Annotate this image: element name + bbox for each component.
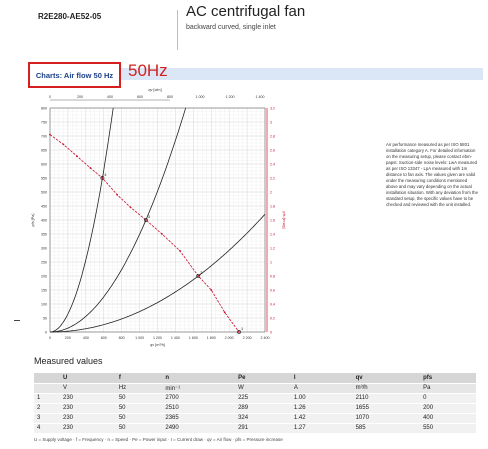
fan-curve-point [197,275,199,277]
y-tick-label: 650 [41,148,47,153]
y-tick-label: 550 [41,176,47,181]
table-cell: 2510 [162,403,235,413]
margin-mark [14,320,20,321]
measured-values-table [34,373,476,434]
table-header-cell: pfs [420,373,476,383]
table-header-cell: U [60,373,116,383]
y-right-tick-label: 0.6 [270,288,275,293]
table-cell: 289 [235,403,291,413]
y-tick-label: 400 [41,218,47,223]
y-right-axis-title: pfs [in wg] [282,211,286,229]
table-cell: 1.26 [291,403,353,413]
y-tick-label: 700 [41,134,47,139]
fan-curve-point [89,167,91,169]
table-cell: 400 [420,413,476,423]
table-header-cell: I [291,373,353,383]
table-cell: 1655 [353,403,421,413]
operating-point-label: 3 [147,215,150,219]
x-tick-label: 2 200 [242,336,252,340]
y-tick-label: 150 [41,288,47,293]
operating-point-label: 4 [104,173,107,177]
table-cell: 550 [420,423,476,433]
table-cell: 1070 [353,413,421,423]
y-right-tick-label: 0 [270,330,272,335]
x-tick-label: 2 400 [260,336,270,340]
x-tick-label: 0 [49,336,51,340]
chart-curves [49,108,265,334]
table-cell: 2365 [162,413,235,423]
system-curve-3 [50,214,265,332]
x-tick-label: 400 [82,336,89,340]
x-tick-label: 200 [64,336,71,340]
y-right-tick-label: 3 [270,120,272,125]
x-tick-label: 2 000 [224,336,234,340]
y-right-tick-label: 1 [270,260,272,265]
operating-point-2 [197,274,200,277]
table-cell: 50 [116,423,163,433]
operating-point-1 [237,330,240,333]
x-tick-label: 1 600 [188,336,198,340]
x-tick-label: 1 200 [153,336,162,340]
table-cell: 1.42 [291,413,353,423]
table-cell: 3 [34,413,60,423]
chart-section-tag[interactable] [28,62,121,88]
x-top-tick-label: 1 200 [225,95,235,99]
fan-curve-point [210,289,212,291]
y-tick-label: 500 [41,190,47,195]
table-cell: 1 [34,393,60,403]
table-row [34,423,476,433]
chart-grid [50,108,265,332]
table-cell: 200 [420,403,476,413]
table-cell: 1.00 [291,393,353,403]
chart-axes [50,100,267,332]
x-tick-label: 600 [100,336,107,340]
table-cell: 1.27 [291,423,353,433]
y-tick-label: 450 [41,204,47,209]
y-tick-label: 100 [41,302,47,307]
table-unit-cell [34,383,60,393]
x-top-tick-label: 800 [167,95,173,99]
page-subtitle: backward curved, single inlet [186,24,276,31]
y-right-tick-label: 2.4 [270,162,275,167]
frequency-annotation: 50Hz [128,61,168,80]
fan-curve-point [49,134,51,136]
x-top-tick-label: 200 [77,95,83,99]
operating-point-3 [144,218,147,221]
x-tick-label: 800 [118,336,125,340]
operating-point-label: 1 [241,327,244,331]
table-cell: 0 [420,393,476,403]
fan-curve-point [179,250,181,252]
y-tick-label: 750 [41,120,47,125]
table-unit-cell: min⁻¹ [162,383,235,393]
table-unit-cell: Hz [116,383,163,393]
chart-labels [31,88,286,347]
page-title: AC centrifugal fan [186,3,306,20]
fan-curve-point [102,177,104,179]
x-top-tick-label: 1 000 [195,95,205,99]
y-tick-label: 600 [41,162,47,167]
header-right-panel [186,3,305,31]
model-number: R2E280-AE52-05 [38,12,102,21]
fan-curve-point [63,144,65,146]
table-unit-cell: W [235,383,291,393]
table-unit-row [34,383,476,393]
y-tick-label: 300 [41,246,47,251]
chart-section-label: Charts: Air flow 50 Hz [35,70,114,80]
plot-frame [50,108,265,332]
fan-curve-point [238,331,240,333]
x-top-tick-label: 0 [49,95,51,99]
table-cell: 230 [60,393,116,403]
y-right-tick-label: 2.6 [270,148,275,153]
y-right-tick-label: 1.2 [270,246,275,251]
x-tick-label: 1 000 [135,336,145,340]
table-cell: 230 [60,423,116,433]
y-right-tick-label: 2.2 [270,176,275,181]
y-right-tick-label: 2.8 [270,134,275,139]
y-tick-label: 350 [41,232,47,237]
x-top-tick-label: 600 [137,95,143,99]
fan-curve-point [76,155,78,157]
header-left-panel [30,10,178,50]
table-cell: 291 [235,423,291,433]
table-unit-cell: m³/h [353,383,421,393]
y-tick-label: 0 [45,330,47,335]
operating-point-4 [101,176,104,179]
table-row [34,403,476,413]
table-cell: 230 [60,413,116,423]
x-axis-title: qv [m³/h] [150,343,165,347]
table-cell: 585 [353,423,421,433]
x-tick-label: 1 400 [170,336,180,340]
fan-curve-point [161,233,163,235]
x-top-axis-title: qv [cfm] [148,88,162,92]
y-tick-label: 250 [41,260,47,265]
fan-curve-point [116,194,118,196]
table-cell: 2700 [162,393,235,403]
y-right-tick-label: 0.8 [270,274,275,279]
y-right-tick-label: 1.8 [270,204,275,209]
table-unit-cell: Pa [420,383,476,393]
y-right-tick-label: 0.4 [270,302,275,307]
table-header-cell: n [162,373,235,383]
x-top-tick-label: 400 [107,95,113,99]
system-curve-2 [50,108,186,332]
table-cell: 324 [235,413,291,423]
x-tick-label: 1 800 [206,336,216,340]
y-tick-label: 50 [43,316,47,321]
fan-curve [50,135,239,332]
table-cell: 2110 [353,393,421,403]
y-right-tick-label: 1.4 [270,232,275,237]
table-cell: 50 [116,393,163,403]
table-row [34,413,476,423]
table-header-cell: qv [353,373,421,383]
table-unit-cell: V [60,383,116,393]
y-right-tick-label: 0.2 [270,316,275,321]
y-axis-title: pfs [Pa] [31,213,35,227]
measured-values-title: Measured values [34,356,103,366]
table-cell: 4 [34,423,60,433]
y-tick-label: 800 [41,106,47,111]
table-cell: 230 [60,403,116,413]
fan-curve-point [130,207,132,209]
table-header-cell [34,373,60,383]
table-header-cell: f [116,373,163,383]
table-row [34,393,476,403]
y-right-tick-label: 3.2 [270,106,275,111]
system-curve-1 [50,108,113,332]
fan-curve-point [145,219,147,221]
table-header-row [34,373,476,383]
operating-point-label: 2 [200,271,203,275]
x-top-tick-label: 1 400 [255,95,265,99]
table-header-cell: Pe [235,373,291,383]
table-cell: 50 [116,403,163,413]
table-unit-cell: A [291,383,353,393]
table-legend: U = Supply voltage · f = Frequency · n = Speed · Pe = Power input · I = Current draw · qv = Air flow · pfs = Pressure increase [34,437,283,442]
measurement-note: Air performance measured as per ISO 5801 installation category A. For detailed information on the measuring setup, please contact ebm-papst. Suction-side noise levels: LwA measured as per ISO 13347 - LpA measured with 1m distance to fan axis. The values given are valid under the measuring conditions mentioned above and may vary depending on the actual installation situation. With any deviation from the standard setup, the specific values have to be checked and reviewed with the unit installed. [386,142,478,207]
table-cell: 2 [34,403,60,413]
table-cell: 50 [116,413,163,423]
table-cell: 2490 [162,423,235,433]
y-right-tick-label: 1.6 [270,218,275,223]
fan-curve-point [224,312,226,314]
y-right-tick-label: 2 [270,190,272,195]
y-tick-label: 200 [41,274,47,279]
table-cell: 225 [235,393,291,403]
